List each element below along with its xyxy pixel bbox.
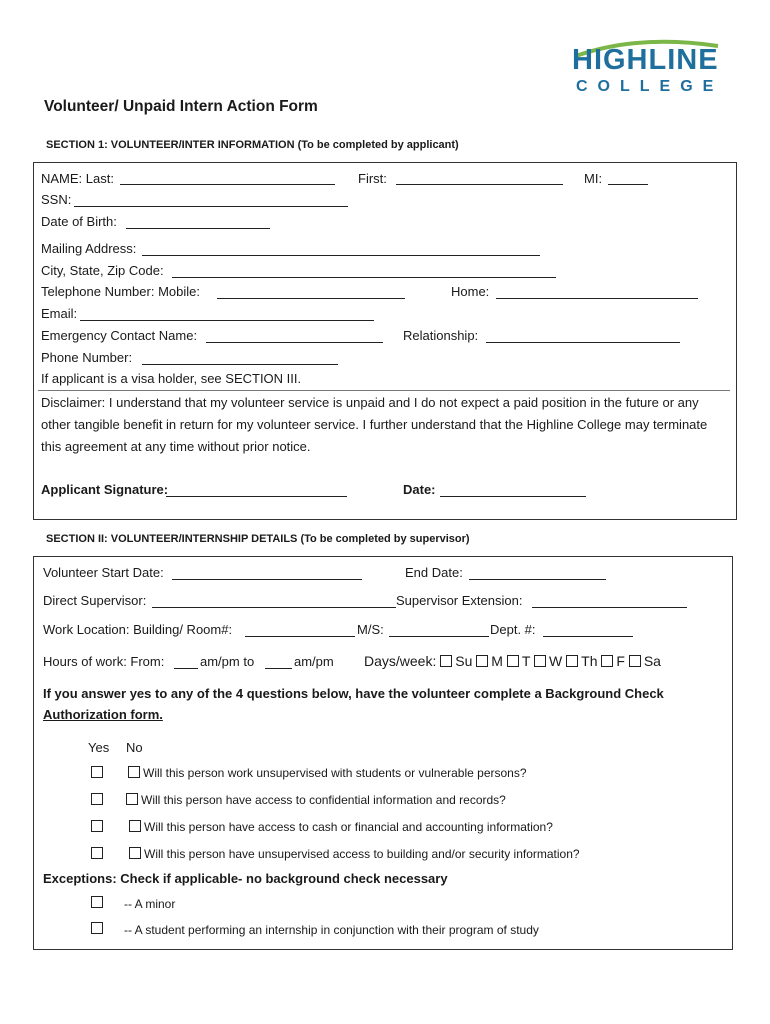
tel-mobile-label: Telephone Number: Mobile: — [41, 284, 200, 299]
question-3: Will this person have access to cash or financial and accounting information? — [144, 820, 553, 834]
relationship-field[interactable] — [486, 330, 680, 343]
extension-label: Supervisor Extension: — [396, 593, 523, 608]
name-last-field[interactable] — [120, 172, 335, 185]
dob-label: Date of Birth: — [41, 214, 117, 229]
q3-yes-checkbox[interactable] — [91, 820, 103, 832]
location-field[interactable] — [245, 624, 355, 637]
visa-note: If applicant is a visa holder, see SECTION III. — [41, 371, 302, 386]
day-sa[interactable]: Sa — [629, 653, 661, 669]
end-date-field[interactable] — [469, 567, 606, 580]
name-last-label: NAME: Last: — [41, 171, 114, 186]
day-f-checkbox[interactable] — [601, 655, 613, 667]
name-mi-label: MI: — [584, 171, 603, 186]
signature-field[interactable] — [166, 484, 347, 497]
sig-date-label: Date: — [403, 482, 436, 497]
day-t-checkbox[interactable] — [507, 655, 519, 667]
day-th-checkbox[interactable] — [566, 655, 578, 667]
name-mi-field[interactable] — [608, 172, 648, 185]
exception-student-checkbox[interactable] — [91, 922, 103, 934]
ms-field[interactable] — [389, 624, 489, 637]
dob-field[interactable] — [126, 216, 270, 229]
end-date-label: End Date: — [405, 565, 463, 580]
emergency-label: Emergency Contact Name: — [41, 328, 198, 343]
q1-no-checkbox[interactable] — [128, 766, 140, 778]
hours-from-field[interactable] — [174, 656, 198, 669]
section1-heading: SECTION 1: VOLUNTEER/INTER INFORMATION (To be completed by applicant) — [46, 139, 459, 151]
page-title: Volunteer/ Unpaid Intern Action Form — [44, 98, 318, 115]
location-label: Work Location: Building/ Room#: — [43, 622, 233, 637]
hours-to-field[interactable] — [265, 656, 292, 669]
ms-label: M/S: — [357, 622, 384, 637]
day-w-checkbox[interactable] — [534, 655, 546, 667]
question-4: Will this person have unsupervised access to building and/or security information? — [144, 847, 580, 861]
supervisor-label: Direct Supervisor: — [43, 593, 147, 608]
city-field[interactable] — [172, 265, 556, 278]
extension-field[interactable] — [532, 595, 687, 608]
sig-date-field[interactable] — [440, 484, 586, 497]
day-t[interactable]: T — [507, 653, 530, 669]
day-sa-checkbox[interactable] — [629, 655, 641, 667]
phone-label: Phone Number: — [41, 350, 133, 365]
day-su-checkbox[interactable] — [440, 655, 452, 667]
exceptions-heading: Exceptions: Check if applicable- no background check necessary — [43, 871, 448, 886]
logo-top-text: HIGHLINE — [572, 44, 719, 76]
question-2: Will this person have access to confidential information and records? — [141, 793, 506, 807]
dept-label: Dept. #: — [490, 622, 536, 637]
ampm-label: am/pm — [294, 654, 334, 669]
q2-yes-checkbox[interactable] — [91, 793, 103, 805]
section1-divider — [38, 390, 730, 391]
hours-from-label: Hours of work: From: — [43, 654, 165, 669]
ssn-field[interactable] — [74, 194, 348, 207]
exception-minor: -- A minor — [124, 897, 176, 911]
signature-label: Applicant Signature: — [41, 482, 169, 497]
start-date-label: Volunteer Start Date: — [43, 565, 164, 580]
day-su[interactable]: Su — [440, 653, 472, 669]
exception-minor-checkbox[interactable] — [91, 896, 103, 908]
name-first-field[interactable] — [396, 172, 563, 185]
exception-student: -- A student performing an internship in conjunction with their program of study — [124, 923, 539, 937]
disclaimer-text: Disclaimer: I understand that my volunteer service is unpaid and I do not expect a paid position in the future or any other tangible benefit in return for my volunteer service. I further understand that the Highline College may terminate this agreement at any time without prior notice. — [41, 395, 708, 454]
q2-no-checkbox[interactable] — [126, 793, 138, 805]
q4-no-checkbox[interactable] — [129, 847, 141, 859]
logo-bottom-text: COLLEGE — [576, 78, 724, 95]
day-m[interactable]: M — [476, 653, 503, 669]
city-label: City, State, Zip Code: — [41, 263, 164, 278]
bg-check-note: If you answer yes to any of the 4 questions below, have the volunteer complete a Background Check — [43, 686, 664, 701]
tel-home-field[interactable] — [496, 286, 698, 299]
question-1: Will this person work unsupervised with students or vulnerable persons? — [143, 766, 527, 780]
mailing-field[interactable] — [142, 243, 540, 256]
emergency-field[interactable] — [206, 330, 383, 343]
section2-heading: SECTION II: VOLUNTEER/INTERNSHIP DETAILS (To be completed by supervisor) — [46, 533, 470, 545]
ssn-label: SSN: — [41, 192, 72, 207]
start-date-field[interactable] — [172, 567, 362, 580]
mailing-label: Mailing Address: — [41, 241, 137, 256]
day-w[interactable]: W — [534, 653, 562, 669]
highline-college-logo — [568, 44, 728, 100]
q1-yes-checkbox[interactable] — [91, 766, 103, 778]
relationship-label: Relationship: — [403, 328, 479, 343]
ampm-to-label: am/pm to — [200, 654, 255, 669]
days-week — [364, 653, 661, 669]
day-m-checkbox[interactable] — [476, 655, 488, 667]
tel-mobile-field[interactable] — [217, 286, 405, 299]
email-field[interactable] — [80, 308, 374, 321]
no-header: No — [126, 740, 143, 755]
phone-field[interactable] — [142, 352, 338, 365]
email-label: Email: — [41, 306, 78, 321]
yes-header: Yes — [88, 740, 110, 755]
supervisor-field[interactable] — [152, 595, 396, 608]
days-week-label: Days/week: — [364, 653, 437, 669]
q4-yes-checkbox[interactable] — [91, 847, 103, 859]
q3-no-checkbox[interactable] — [129, 820, 141, 832]
name-first-label: First: — [358, 171, 387, 186]
day-th[interactable]: Th — [566, 653, 597, 669]
day-f[interactable]: F — [601, 653, 625, 669]
dept-field[interactable] — [543, 624, 633, 637]
bg-check-form-link[interactable]: Authorization form. — [43, 707, 163, 722]
tel-home-label: Home: — [451, 284, 490, 299]
